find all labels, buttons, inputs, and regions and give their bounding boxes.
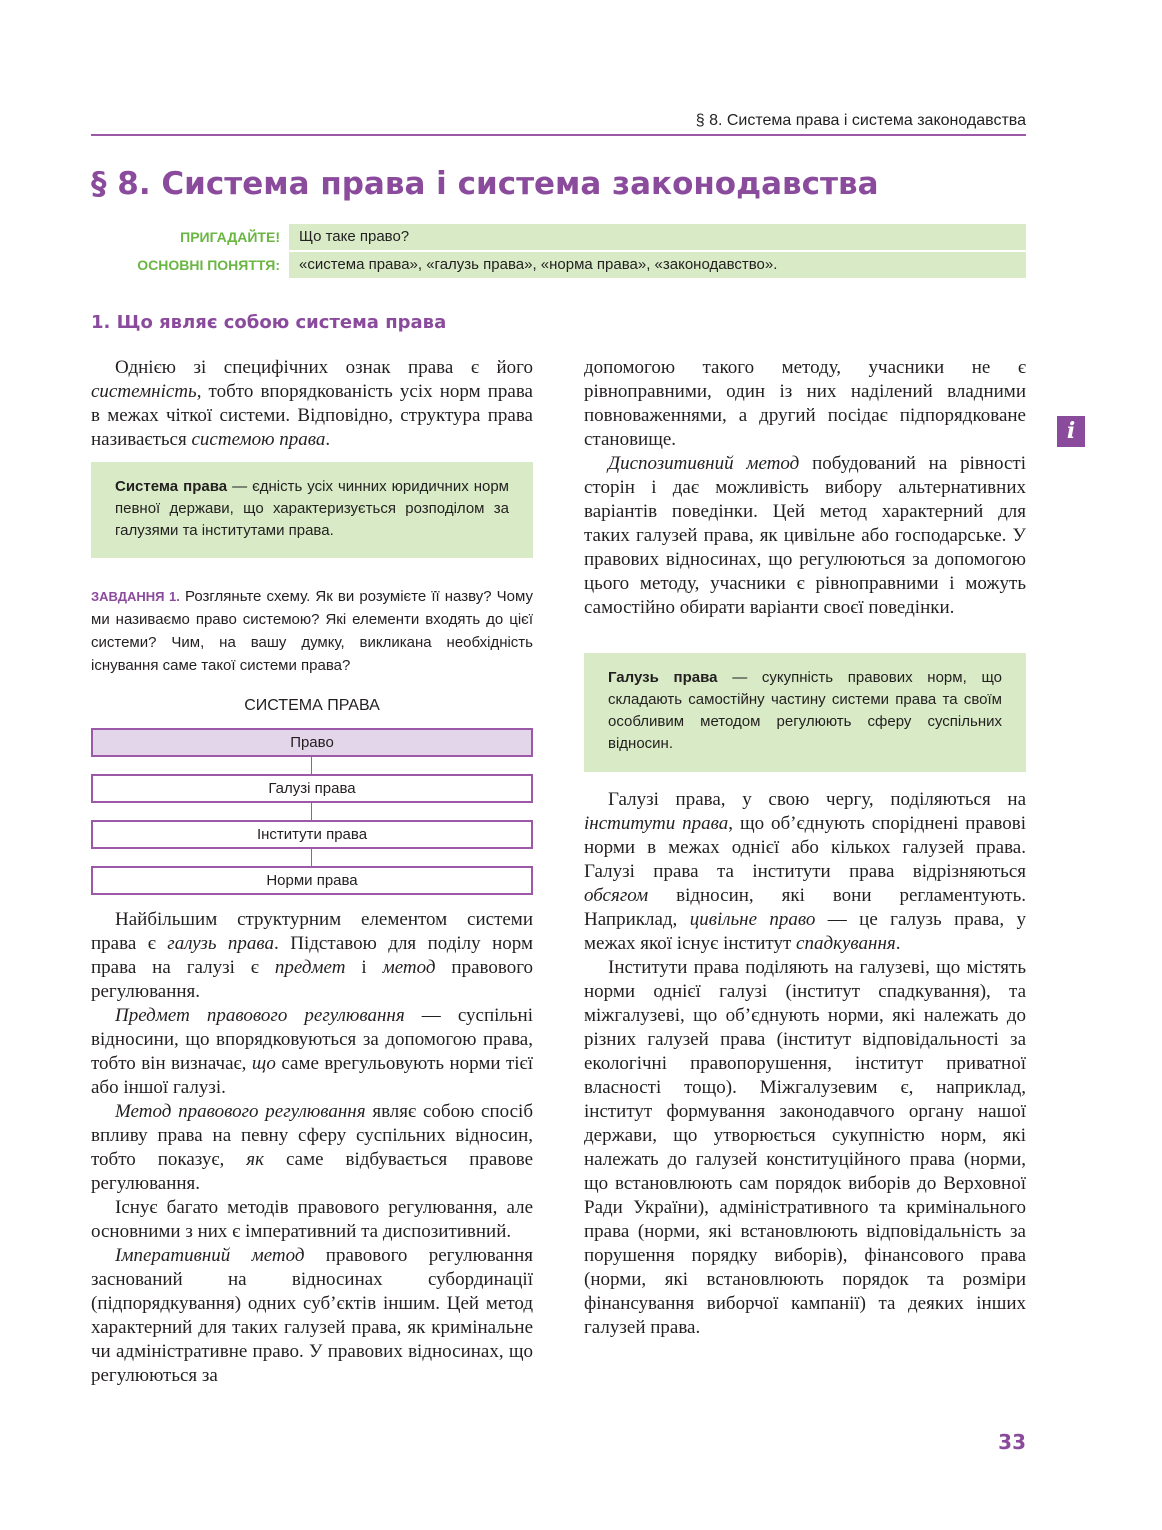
recall-row-remember (91, 224, 1026, 250)
remember-label: ПРИГАДАЙТЕ! (180, 229, 280, 245)
info-tab-icon: i (1057, 416, 1085, 447)
paragraph: Існує багато методів правового регулювання, але основними з них є імперативний та диспозитивний. (91, 1197, 533, 1242)
term: як (246, 1149, 264, 1170)
right-column-bottom (584, 788, 1026, 1340)
term: системою права (191, 429, 326, 450)
paragraph: допомогою такого методу, учасники не є рівноправними, один із них наділений владними повноваженнями, а другий посідає підпорядковане становище. (584, 357, 1026, 450)
task-1 (91, 585, 533, 677)
text: і (345, 957, 383, 978)
text: , що об’єднують споріднені правові норми в межах однієї або кількох галузей права. Галузі права та інститути права відрізняються (584, 813, 1026, 882)
running-head: § 8. Система права і система законодавства (695, 112, 1026, 129)
term: галузь права (167, 933, 275, 954)
section-title: 1. Що являє собою система права (91, 312, 447, 333)
paragraph (91, 1244, 533, 1388)
text: відносин, які вони регламентують. Наприклад, (584, 885, 1026, 930)
scheme-connector (311, 757, 312, 774)
left-column-bottom (91, 908, 533, 1388)
scheme-box-institutes: Інститути права (91, 820, 533, 849)
text: . (325, 429, 331, 450)
paragraph (91, 356, 533, 452)
paragraph (91, 908, 533, 1004)
text: . (895, 933, 901, 954)
paragraph (584, 788, 1026, 956)
right-column-top (584, 356, 1026, 620)
header-rule (91, 134, 1026, 136)
definition-term: Галузь права (608, 669, 718, 686)
definition-box-branch (584, 653, 1026, 772)
scheme-title: СИСТЕМА ПРАВА (244, 697, 380, 714)
text: побудований на рівності сторін і дає можливість вибору альтернативних варіантів поведінки. Цей метод характерний для таких галузей права, як цивільне або господарське. У правових відносинах, що регулюються за допомогою цього методу, учасники є рівноправними і можуть самостійно обирати варіанти своєї поведінки. (584, 453, 1027, 618)
term: Предмет правового регулювання (115, 1005, 405, 1026)
term: обсягом (584, 885, 649, 906)
left-column-top (91, 356, 533, 452)
text: правового регулювання. (91, 957, 534, 1002)
scheme-box-branches: Галузі права (91, 774, 533, 803)
text: , тобто впорядкованість усіх норм права в межах чіткої системи. Відповідно, структура права називається (91, 381, 533, 450)
scheme-connector (311, 803, 312, 820)
definition-term: Система права (115, 478, 228, 495)
task-label: ЗАВДАННЯ 1. (91, 589, 180, 604)
term: Імперативний метод (115, 1245, 305, 1266)
term: предмет (274, 957, 346, 978)
definition-box-legal-system (91, 462, 533, 558)
term: Диспозитивний метод (608, 453, 800, 474)
remember-text: Що таке право? (289, 224, 1026, 250)
text: Однією зі специфічних ознак права є його (115, 357, 533, 378)
text: . Підставою для поділу норм права на галузі є (91, 933, 533, 978)
term: метод (382, 957, 436, 978)
term: спадкування (796, 933, 896, 954)
text: саме врегульовують норми тієї або іншої галузі. (91, 1053, 533, 1098)
page-title: § 8. Система права і система законодавства (91, 166, 879, 202)
text: — це галузь права, у межах якої існує інститут (584, 909, 1026, 954)
page-number: 33 (998, 1430, 1026, 1454)
definition-text: — сукупність правових норм, що складають самостійну частину системи права та своїм особливим методом регулюють сферу суспільних відносин. (608, 669, 1002, 752)
concepts-label: ОСНОВНІ ПОНЯТТЯ: (137, 257, 280, 273)
term: цивільне право (689, 909, 816, 930)
scheme-box-law: Право (91, 728, 533, 757)
concepts-text: «система права», «галузь права», «норма права», «законодавство». (289, 252, 1026, 278)
paragraph (584, 452, 1026, 620)
task-text: Розгляньте схему. Як ви розумієте її назву? Чому ми називаємо право системою? Які елементи входять до цієї системи? Чим, на вашу думку, викликана необхідність існування саме такої системи права? (91, 588, 533, 674)
term: інститути права (584, 813, 729, 834)
text: Найбільшим структурним елементом системи права є (91, 909, 533, 954)
recall-row-concepts (91, 252, 1026, 278)
text: являє собою спосіб впливу права на певну сферу суспільних відносин, тобто показує, (91, 1101, 533, 1170)
text: правового регулювання заснований на відносинах субординації (підпорядкування) одних суб’єктів іншим. Цей метод характерний для таких галузей права, як кримінальне чи адміністративне право. У правових відносинах, що регулюються за (91, 1245, 533, 1386)
term: системність (91, 381, 197, 402)
text: Галузі права, у свою чергу, поділяються на (608, 789, 1026, 810)
scheme-box-norms: Норми права (91, 866, 533, 895)
text: — суспільні відносини, що впорядковуються за допомогою права, тобто він визначає, (91, 1005, 534, 1074)
term: що (251, 1053, 276, 1074)
paragraph (91, 1004, 533, 1100)
paragraph: Інститути права поділяють на галузеві, що містять норми однієї галузі (інститут спадкування), та міжгалузеві, що об’єднують норми, які належать до різних галузей права (інститут відповідальності за екологічні правопорушення, інститут приватної власності тощо). Міжгалузевим є, наприклад, інститут формування законодавчого органу нашої держави, що утворюється сукупністю норм, які належать до галузей конституційного права (норми, що встановлюють сам порядок виборів до Верховної Ради України), адміністративного та кримінального права (норми, які встановлюють відповідальність за порушення порядку виборів), фінансового права (норми, які встановлюють порядок та розміри фінансування виборчої кампанії) та деяких інших галузей права. (584, 957, 1026, 1338)
term: Метод правового регулювання (115, 1101, 366, 1122)
definition-text: — єдність усіх чинних юридичних норм певної держави, що характеризується розподілом за галузями та інститутами права. (115, 478, 509, 539)
text: саме відбувається правове регулювання. (91, 1149, 533, 1194)
recall-box (91, 224, 1026, 280)
scheme-connector (311, 849, 312, 866)
paragraph (91, 1100, 533, 1196)
